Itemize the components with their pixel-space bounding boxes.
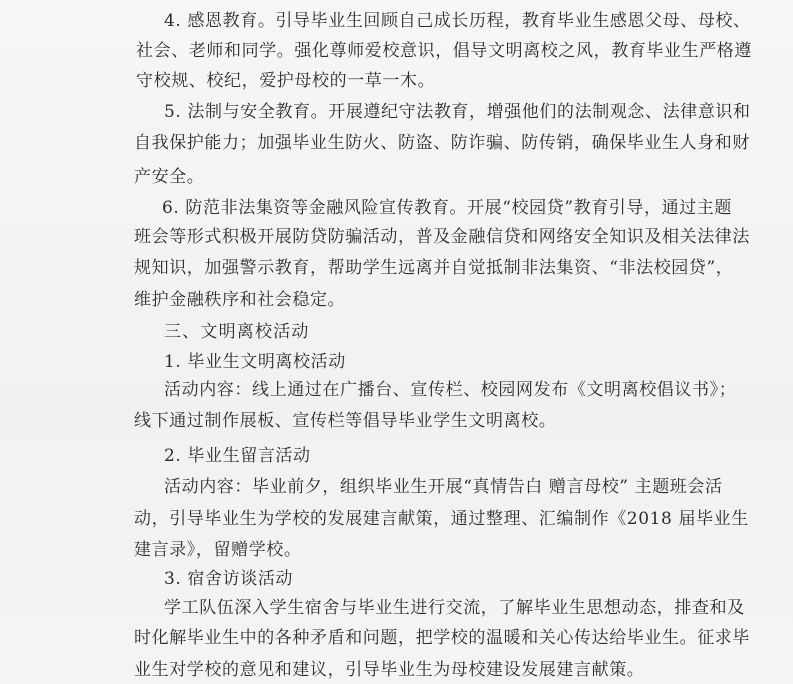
paragraph-5-line-3: 产安全。 [134, 167, 205, 187]
paragraph-5-line-2: 自我保护能力；加强毕业生防火、防盗、防诈骗、防传销，确保毕业生人身和财 [134, 133, 750, 153]
paragraph-4-line-2: 社会、老师和同学。强化尊师爱校意识，倡导文明离校之风，教育毕业生严格遵 [136, 41, 752, 61]
paragraph-6-line-4: 维护金融秩序和社会稳定。 [134, 290, 346, 310]
activity-3-line-3: 业生对学校的意见和建议，引导毕业生为母校建设发展建言献策。 [134, 660, 645, 680]
paragraph-6-line-2: 班会等形式积极开展防贷防骗活动，普及金融信贷和网络安全知识及相关法律法 [134, 227, 750, 247]
activity-2-line-1: 活动内容：毕业前夕，组织毕业生开展“真情告白 赠言母校” 主题班会活 [164, 477, 723, 497]
subheading-1: 1. 毕业生文明离校活动 [164, 352, 346, 372]
activity-3-line-1: 学工队伍深入学生宿舍与毕业生进行交流，了解毕业生思想动态，排查和及 [164, 598, 745, 618]
subheading-2: 2. 毕业生留言活动 [164, 446, 311, 466]
paragraph-5-line-1: 5. 法制与安全教育。开展遵纪守法教育，增强他们的法制观念、法律意识和 [164, 102, 751, 122]
activity-1-line-2: 线下通过制作展板、宣传栏等倡导毕业学生文明离校。 [134, 411, 557, 431]
subheading-3: 3. 宿舍访谈活动 [164, 569, 294, 589]
activity-3-line-2: 时化解毕业生中的各种矛盾和问题，把学校的温暖和关心传达给毕业生。征求毕 [134, 628, 750, 648]
paragraph-4-line-1: 4. 感恩教育。引导毕业生回顾自己成长历程，教育毕业生感恩父母、母校、 [164, 11, 751, 31]
activity-1-line-1: 活动内容：线上通过在广播台、宣传栏、校园网发布《文明离校倡议书》； [164, 380, 737, 400]
paragraph-6-line-3: 规知识，加强警示教育，帮助学生远离并自觉抵制非法集资、“非法校园贷”， [134, 258, 734, 278]
activity-2-line-3: 建言录》，留赠学校。 [134, 540, 302, 560]
activity-2-line-2: 动，引导毕业生为学校的发展建言献策，通过整理、汇编制作《2018 届毕业生 [134, 509, 749, 529]
section-heading-civilized-leaving: 三、文明离校活动 [164, 322, 310, 342]
paragraph-6-line-1: 6. 防范非法集资等金融风险宣传教育。开展“校园贷”教育引导，通过主题 [162, 198, 733, 218]
paragraph-4-line-3: 守校规、校纪，爱护母校的一草一木。 [136, 71, 436, 91]
